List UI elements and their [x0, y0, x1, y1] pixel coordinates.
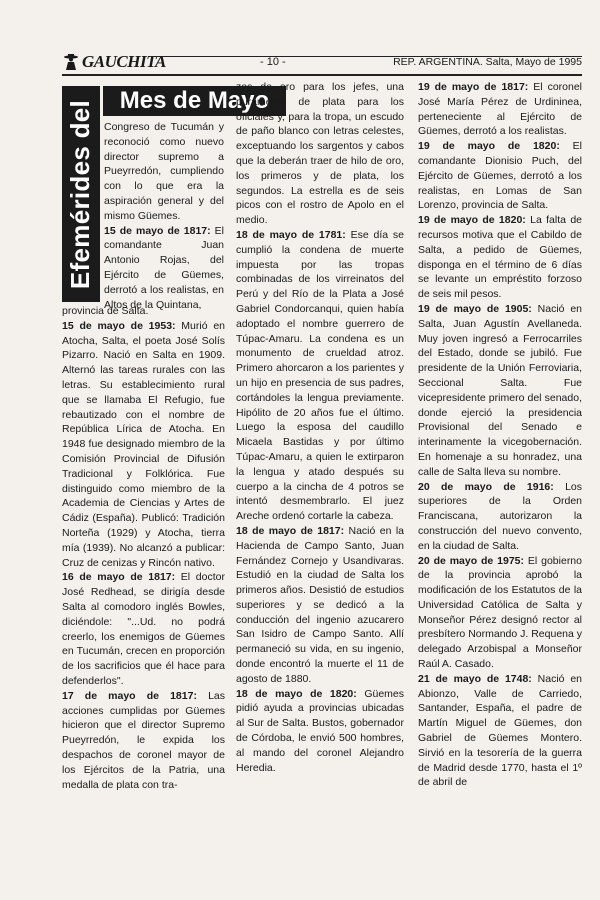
entry — [236, 524, 404, 687]
entry-text: Los superiores de la Orden Franciscana, autorizaron la construcción del nuevo convento, en la ciudad de Salta. — [418, 480, 582, 552]
entry-date: 19 de mayo de 1817: — [418, 81, 529, 93]
entry — [418, 554, 582, 672]
entry-date: 18 de mayo de 1781: — [236, 228, 346, 241]
entry-text: Nació en la Hacienda de Campo Santo, Juan Fernández Cornejo y Usandivaras. Estudió en la ciudad de Salta los primeros años. Desistió de estudios superiores y se dedicó a la conducción del ingenio azucarero San Isidro de Campo Santo. Allí permaneció su vida, en su ingenio, donde encontró la muerte el 11 de agosto de 1880. — [236, 524, 405, 685]
page-number: - 10 - — [260, 56, 286, 68]
entry-date: 18 de mayo de 1817: — [236, 524, 345, 537]
entry — [418, 80, 582, 139]
entry-text: El doctor José Redhead, se dirigía desde Salta al comodoro inglés Bowles, diciéndole: "...Ud. no podrá creerlo, los enemigos de Güemes en Tucumán, crecen en proporción de los sacrificios que él hace para defenderlos". — [62, 571, 225, 687]
entry-text: El gobierno de la provincia aprobó la modificación de los Estatutos de la Universidad Católica de Salta y Monseñor Pérez designó rector al presbítero Normando J. Requena y delegado Arzobispal a Monseñor Raúl A. Casado. — [418, 554, 583, 671]
entry — [418, 672, 582, 790]
masthead — [62, 52, 582, 74]
entry — [236, 80, 404, 228]
gaucho-figure-icon — [62, 53, 80, 71]
entry — [62, 689, 225, 793]
entry-text: Congreso de Tucumán y reconoció como nuevo director supremo a Pueyrredón, cumpliendo con lo que era la aspiración general y del mismo Güemes. — [104, 121, 224, 222]
entry-text: El comandante Juan Antonio Rojas, del Ejército de Güemes, derrotó a los realistas, en Altos de la Quintana, — [104, 224, 224, 311]
entry-date: 19 de mayo de 1905: — [418, 302, 532, 315]
entry-text: zos de oro para los jefes, una puramente de plata para los oficiales y, para la tropa, un escudo de paño blanco con letras celestes, exceptuando los sargentos y cabos que la deberán traer de hilo de oro, los primeros y de plata, los segundos. La estrella es de seis picos con el rostro de Apolo en el medio. — [236, 81, 404, 227]
entry-text: La falta de recursos motiva que el Cabildo de Salta, a pedido de Güemes, disponga en el término de 6 días se levante un empréstito forzoso de seis mil pesos. — [418, 214, 582, 301]
entry-date: 19 de mayo de 1820: — [418, 214, 526, 227]
entry-text: Murió en Atocha, Salta, el poeta José Solís Pizarro. Nació en Salta en 1909. Alternó las tareas rurales con las letras. Su establecimiento rural que se llamaba El Refugio, fue rebautizado con el nombre de República Lírica de Atocha. En 1948 fue designado miembro de la Comisión Provincial de Difusión Tradicional y Folklórica. Fue distinguido como miembro de la Academia de Ciencias y Artes de Cádiz (España). Publicó: Tradición Norteña (1929) y Atocha, tierra mía (1939). No alcanzó a publicar: Cruz de cenizas y Rincón nativo. — [62, 319, 225, 569]
entry-text: El comandante Dionisio Puch, del Ejército de Güemes, derrotó a los realistas, en Lomas de San Lorenzo, provincia de Salta. — [418, 140, 583, 212]
entry — [236, 687, 404, 776]
entry — [62, 570, 225, 688]
entry-text: Ese día se cumplió la condena de muerte impuesta por las tropas combinadas de los virreinatos del Perú y del Río de la Plata a José Gabriel Condorcanqui, quien había adoptado el nombre guerrero de Túpac-Amaru. La condena es un monumento de crueldad atroz. Primero ahorcaron a los parientes y un hijo en presencia de sus padres, cortándoles la lengua previamente. Hipólito de 20 años fue el último. Luego la esposa del caudillo Micaela Bastidas y por último Túpac-Amaru, a quien le extirparon la lengua y atado después su cuerpo a la cincha de 4 potros se intentó desmembrarlo. El juez Areche ordenó cortarle la cabeza. — [236, 228, 405, 523]
title-vertical: Efemérides del — [65, 99, 96, 289]
entry — [418, 139, 582, 213]
entry-date: 18 de mayo de 1820: — [236, 687, 357, 700]
entry — [418, 213, 582, 302]
issue-info: REP. ARGENTINA. Salta, Mayo de 1995 — [393, 56, 582, 68]
entry-date: 15 de mayo de 1817: — [104, 224, 211, 237]
entry — [62, 304, 225, 319]
entry — [62, 319, 225, 571]
entry-date: 20 de mayo de 1916: — [418, 480, 554, 493]
entry-date: 16 de mayo de 1817: — [62, 571, 176, 584]
entry — [418, 302, 582, 480]
entry-text: El coronel José María Pérez de Urdininea, perteneciente al Ejército de Güemes, derrotó a los realistas. — [418, 81, 583, 138]
entry-text: Güemes pidió ayuda a provincias ubicadas al Sur de Salta. Bustos, gobernador de Córdoba, le envió 500 hombres, al mando del coronel Alejandro Heredia. — [236, 687, 404, 774]
entry-date: 17 de mayo de 1817: — [62, 689, 197, 702]
entry-date: 21 de mayo de 1748: — [418, 672, 532, 685]
entry — [236, 228, 404, 524]
title-horizontal: Mes de Mayo — [119, 87, 270, 114]
entry-date: 19 de mayo de 1820: — [418, 140, 560, 153]
entry-date: 20 de mayo de 1975: — [418, 554, 525, 567]
vertical-title-block — [62, 86, 100, 302]
column-2 — [236, 80, 404, 775]
gauchita-logo — [62, 52, 166, 72]
logo-text: GAUCHITA — [82, 52, 166, 71]
entry-text: provincia de Salta. — [62, 305, 149, 317]
entry — [418, 480, 582, 554]
entry-text: Nació en Abionzo, Valle de Carriedo, Santander, España, el padre de Martín Miguel de Güemes, don Gabriel de Güemes Montero. Sirvió en la tesorería de la guerra de Madrid desde 1770, hasta el 1º de abril de — [418, 672, 583, 789]
column-1-bottom — [62, 304, 225, 792]
entry-text: Las acciones cumplidas por Güemes hicieron que el director Supremo Pueyrredón, le expida los despachos de coronel mayor de los Ejércitos de la Patria, una medalla de plata con tra- — [62, 689, 225, 791]
header-underline — [62, 74, 582, 76]
entry-date: 15 de mayo de 1953: — [62, 319, 176, 332]
column-1-top — [104, 120, 224, 312]
entry — [104, 120, 224, 224]
entry-text: Nació en Salta, Juan Agustín Avellaneda. Muy joven ingresó a Ferrocarriles del Estado, donde se jubiló. Fue presidente de la Unión Ferroviaria, Seccional Salta. Fue vicepresidente primero del senado, donde ejerció la presidencia Provisional del Senado e interinamente la vicegobernación. En homenaje a su honradez, una calle de Salta lleva su nombre. — [418, 302, 583, 478]
entry — [104, 224, 224, 313]
column-3 — [418, 80, 582, 790]
